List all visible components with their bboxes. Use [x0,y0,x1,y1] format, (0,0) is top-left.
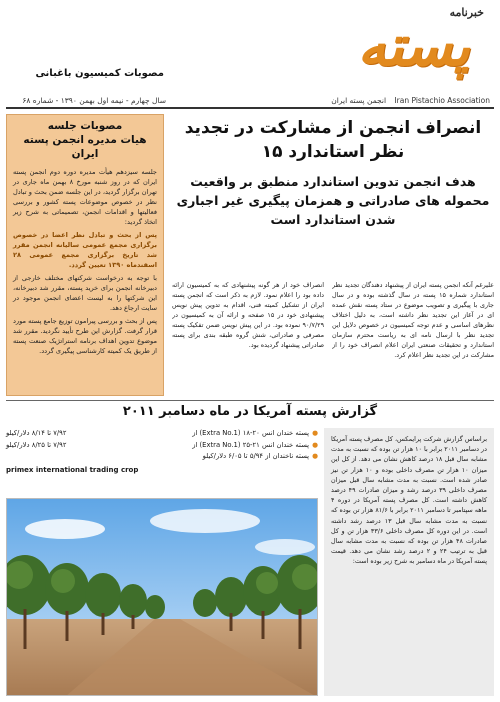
sidebar-paragraph: جلسه سیزدهم هیأت مدیره دوره دوم انجمن پسته ایران که در روز شنبه مورخ ۸ بهمن ماه جاری در تهران برگزار گردید، در این جلسه ضمن بحث و تبادل نظر در خصوص موضوعات پسته کشور و بررسی فعالیتها و اقدامات انجمن، تصمیماتی به شرح زیر اتخاذ گردید: [13,168,157,226]
article-column-left: انصراف خود از هر گونه پیشنهادی که به کمیسیون ارائه داده بود را اعلام نمود. لازم به ذکر است که انجمن پسته ایران از تشکیل کمیته فنی، اقدام به تدوین پیش نویس پیشنهادی خود در ۱۵ صفحه و ارائه آن به کمیسیون در ۹۰/۷/۲۹ نموده بود. در این پیش نویس ضمن تفکیک پسته مصرفی و صادراتی، شش گروه طبقه بندی برای پسته صادراتی پیشنهاد گردیده بود. [172,281,324,349]
us-report-title: گزارش پسته آمریکا در ماه دسامبر ۲۰۱۱ [122,404,378,419]
logo-wordmark: پسته [357,13,470,79]
commission-heading: مصوبات کمیسیون باغبانی [35,68,164,79]
board-resolutions-box [6,114,164,396]
price-value: ۷/۹۲ تا ۸/۱۴ دلار/کیلو [6,429,67,437]
sidebar-paragraph: پس از بحث و بررسی پیرامون توزیع جامع پسته مورد قرار گرفت. گزارش این طرح تأیید نگردید. مقرر شد موضوع تدوین اهداف برنامه استراتژیک صنعت پسته از طریق یک کمیته کارشناسی پیگیری گردد. [13,317,157,355]
top-divider [6,107,494,109]
pistachio-orchard-photo [6,498,318,696]
sidebar-title-line1: مصوبات جلسه [47,120,123,132]
source-credit: primex international trading crop [6,465,139,474]
org-name-fa: انجمن پسته ایران [331,96,387,105]
main-subheadline: هدف انجمن تدوین استاندارد منطبق بر واقعیت محموله های صادراتی و همزمان پیگیری غیر اجباری شدن استاندارد است [176,174,490,227]
logo-caption: خبرنامه [449,6,484,19]
orchard-illustration [6,499,317,696]
price-label: پسته خندان انس ۲۰-۱۸ (Extra No.1) از [192,429,310,437]
middle-divider [6,400,494,401]
price-label: پسته ناخندان از ۵/۹۴ تا ۶/۰۵ دلار/کیلو [202,452,310,460]
main-article-heading [172,116,494,229]
sidebar-paragraph: با توجه به درخواست شرکتهای مختلف خارجی از دبیرخانه انجمن برای خرید پسته، مقرر شد دبیرخانه، این شرکتها را به لیست اعضای انجمن موجود در سایت ارجاع دهد. [13,274,157,312]
article-column-right: علیرغم آنکه انجمن پسته ایران از پیشنهاد دهندگان تجدید نظر استاندارد شماره ۱۵ پسته در سال گذشته بوده و در سال جاری با پیگیری و تصویب موضوع در ستاد پسته نقش عمده ای در آغاز این تجدید نظر داشته است، به دلیل اختلاف نظرهای اساسی و عدم توجه کمیسیون در خصوص دلایل این تجدید نظر با ارسال نامه ای به ریاست محترم سازمان استاندارد و تحقیقات صنعتی ایران اعلام انصراف خود را از مشارکت در این تجدید نظر اعلام کرد. [332,281,494,359]
masthead [0,0,500,105]
main-headline: انصراف انجمن از مشارکت در تجدید نظر استاندارد ۱۵ [184,118,482,162]
price-list [6,428,318,476]
sidebar-title [13,119,157,161]
price-row [6,440,318,452]
bullet-icon: ● [312,440,318,449]
bullet-icon: ● [312,452,318,460]
newsletter-logo [280,2,490,84]
price-row [6,451,318,463]
bullet-icon: ● [312,429,318,437]
price-row [6,428,318,440]
sidebar-title-line2: هیات مدیره انجمن پسته ایران [23,134,147,160]
price-label: پسته خندان انس ۲۱-۲۵ (Extra No.1) از [192,440,310,449]
org-line [325,96,490,105]
org-name-en: Iran Pistachio Association [394,96,490,105]
price-value: ۷/۹۲ تا ۸/۲۵ دلار/کیلو [6,440,67,449]
us-report-body: براساس گزارش شرکت پرایمکس، کل مصرف پسته آمریکا در دسامبر ۲۰۱۱ برابر با ۱۰ هزار تن بوده که نسبت به مدت مشابه سال قبل ۱۸ درصد کاهش نشان می دهد. از کل این میزان ۱۰ هزار تن مصرف داخلی بوده و ۱۰ هزار تن نیز صادر شده است. نسبت به مدت مشابه سال قبل میزان مصرف داخلی ۳۹ درصد رشد و میزان صادرات ۴۹ درصد کاهش داشته است. کل مصرف پسته آمریکا در دوره ۴ ماهه سپتامبر تا دسامبر ۲۰۱۱ برابر با ۸۱/۶ هزار تن بوده که نسبت به مدت مشابه سال قبل ۱۳ درصد رشد داشته است. در این دوره کل مصرف داخلی ۳۳/۶ هزار تن و کل صادرات ۴۸ هزار تن بوده که نسبت به مدت مشابه سال قبل به ترتیب ۲۴ و ۲ درصد رشد نشان می دهد. قیمت پسته آمریکا در ماه دسامبر به شرح زیر بوده است: [324,428,494,696]
issue-info: سال چهارم - نیمه اول بهمن ۱۳۹۰ - شماره ۶۸ [22,96,166,105]
sidebar-paragraph: پس از بحث و تبادل نظر اعضا در خصوص برگزاری مجمع عمومی سالیانه انجمن مقرر شد تاریخ برگزاری مجمع عمومی ۲۸ اسفندماه ۱۳۹۰ تعیین گردد. [13,231,157,269]
